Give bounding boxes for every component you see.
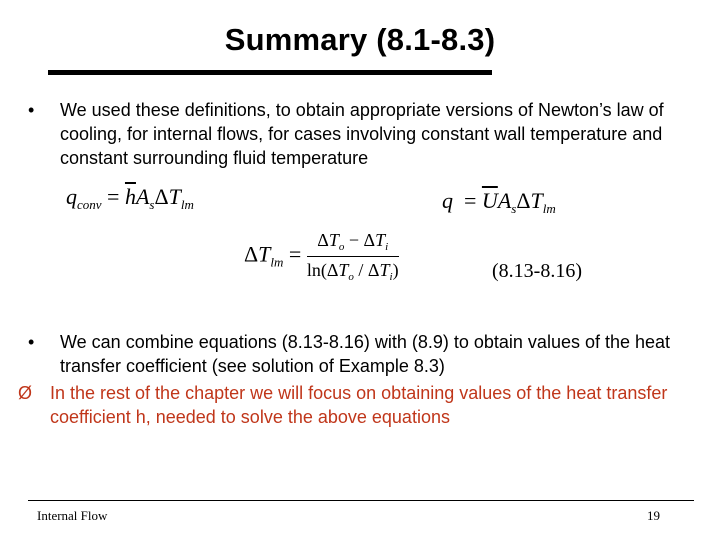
equation-reference: (8.13-8.16) bbox=[492, 260, 582, 282]
bullet-combine-equations bbox=[28, 330, 688, 378]
bullet-definitions bbox=[28, 98, 678, 170]
bullet-text: We used these definitions, to obtain appropriate versions of Newton’s law of cooling, for internal flows, for cases involving constant wall temperature and constant surrounding fluid temperature bbox=[60, 100, 664, 168]
bullet-marker: • bbox=[28, 100, 35, 120]
footer-section-title: Internal Flow bbox=[37, 508, 108, 523]
page-number: 19 bbox=[647, 508, 660, 523]
slide-title: Summary (8.1-8.3) bbox=[224, 22, 496, 57]
title-underline bbox=[48, 70, 492, 75]
bullet-text: We can combine equations (8.13-8.16) with (8.9) to obtain values of the heat transfer coefficient (see solution of Example 8.3) bbox=[60, 332, 671, 376]
equation-newton-cooling-overall: $q = \overline{U}A_s\Delta T_{lm}$ bbox=[442, 188, 556, 216]
equation-newton-cooling-conv: $q_{conv} = \overline{h}A_s\Delta T_{lm}$ bbox=[66, 184, 194, 212]
footer-divider bbox=[28, 500, 694, 501]
arrow-bullet-icon: Ø bbox=[18, 383, 33, 403]
bullet-text: In the rest of the chapter we will focus on obtaining values of the heat transfer coefficient h, needed to solve the above equations bbox=[50, 383, 668, 427]
equation-log-mean-temperature: $\Delta T_{lm}$ = $\frac{\Delta T_o - \Delta T_i}{\ln(\Delta T_o / \Delta T_i)}$ bbox=[244, 230, 399, 283]
bullet-marker: • bbox=[28, 332, 35, 352]
log-mean-fraction: $\frac{\Delta T_o - \Delta T_i}{\ln(\Delta T_o / \Delta T_i)}$ bbox=[306, 230, 399, 283]
bullet-chapter-focus bbox=[18, 381, 698, 429]
